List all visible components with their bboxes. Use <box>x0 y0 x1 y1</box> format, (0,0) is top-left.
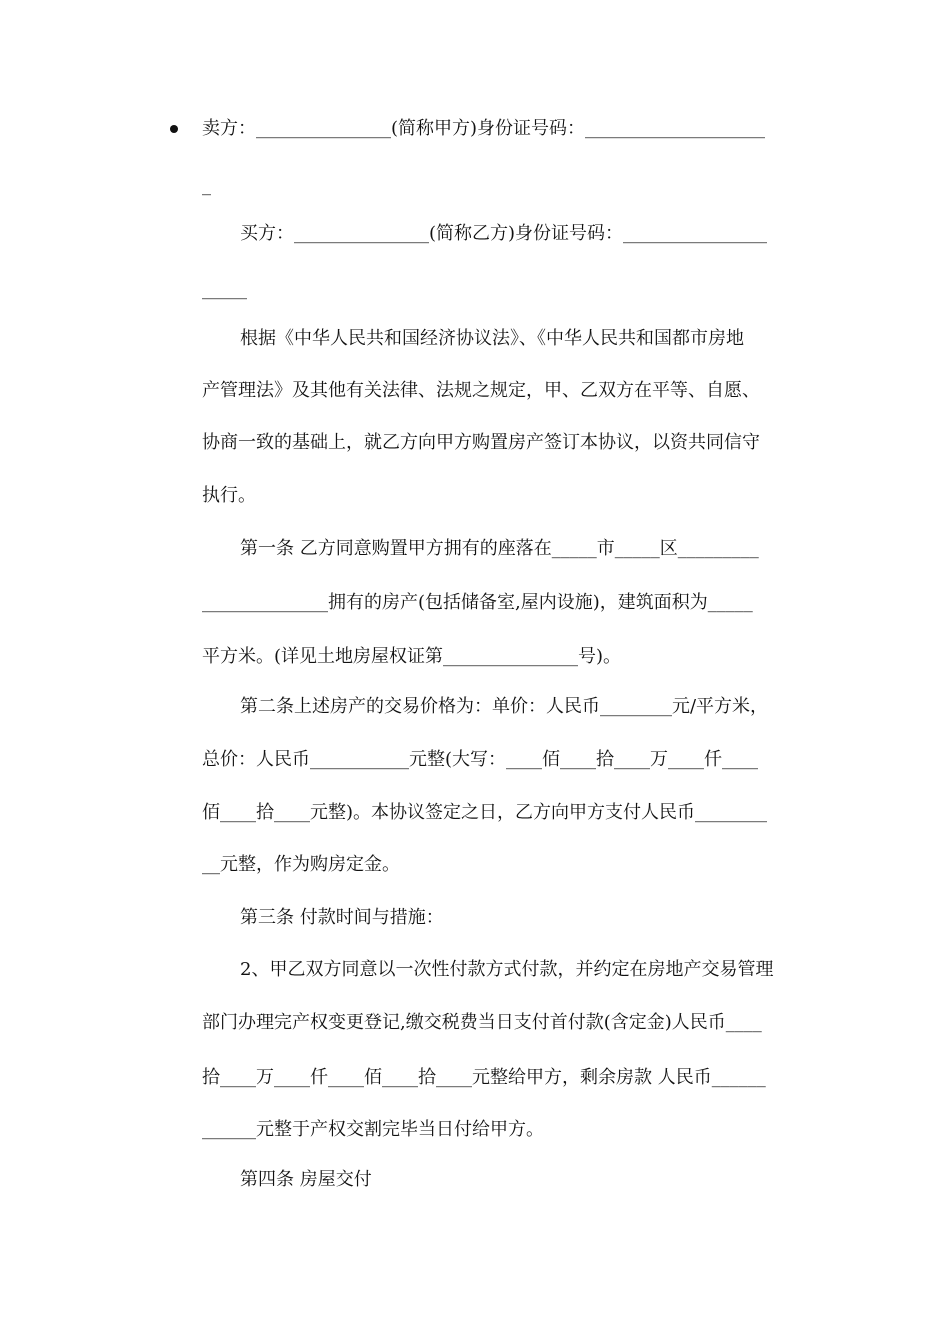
preamble-line-1: 根据《中华人民共和国经济协议法》、《中华人民共和国都市房地 <box>240 328 744 349</box>
article-2-line-4: __元整，作为购房定金。 <box>202 854 400 875</box>
article-2-line-1: 第二条上述房产的交易价格为：单价：人民币________元/平方米， <box>240 696 769 717</box>
article-1-line-3: 平方米。(详见土地房屋权证第_______________号)。 <box>202 646 622 667</box>
bullet-icon <box>170 125 178 133</box>
article-3-line-3: 拾____万____仟____佰____拾____元整给甲方，剩余房款 人民币______ <box>202 1067 766 1088</box>
buyer-line: 买方：_______________(简称乙方)身份证号码：________________ <box>240 223 768 244</box>
article-3-line-2: 部门办理完产权变更登记,缴交税费当日支付首付款(含定金)人民币____ <box>202 1012 762 1033</box>
article-1-line-2: ______________拥有的房产(包括储备室,屋内设施)，建筑面积为_____ <box>202 592 753 613</box>
article-3-line-4: ______元整于产权交割完毕当日付给甲方。 <box>202 1119 544 1140</box>
preamble-line-3: 协商一致的基础上，就乙方向甲方购置房产签订本协议，以资共同信守 <box>202 432 760 453</box>
article-3-line-1: 2、甲乙双方同意以一次性付款方式付款，并约定在房地产交易管理 <box>240 959 774 980</box>
buyer-line-cont: _____ <box>202 279 247 300</box>
seller-line-cont: _ <box>202 175 211 196</box>
seller-line: 卖方：_______________(简称甲方)身份证号码：____________________ <box>202 118 766 139</box>
article-4-heading: 第四条 房屋交付 <box>240 1169 372 1190</box>
article-2-line-3: 佰____拾____元整)。本协议签定之日，乙方向甲方支付人民币________ <box>202 802 768 823</box>
preamble-line-4: 执行。 <box>202 485 256 506</box>
article-3-heading: 第三条 付款时间与措施： <box>240 907 444 928</box>
preamble-line-2: 产管理法》及其他有关法律、法规之规定，甲、乙双方在平等、自愿、 <box>202 380 760 401</box>
article-2-line-2: 总价：人民币___________元整(大写：____佰____拾____万____仟____ <box>202 749 759 770</box>
article-1-line-1: 第一条 乙方同意购置甲方拥有的座落在_____市_____区_________ <box>240 538 759 559</box>
